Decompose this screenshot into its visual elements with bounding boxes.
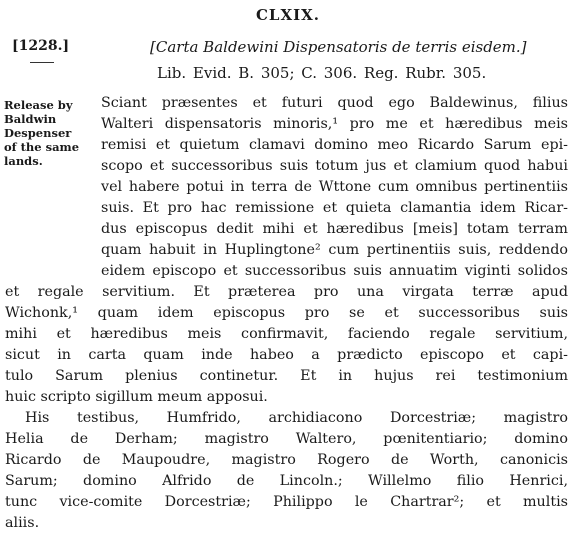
margin-note-line: of the same bbox=[4, 140, 80, 154]
body-line: et regale servitium. Et præterea pro una virgata terræ apud bbox=[5, 284, 568, 300]
body-line: aliis. bbox=[5, 515, 40, 531]
body-line: huic scripto sigillum meum apposui. bbox=[5, 389, 268, 405]
body-line: scopo et successoribus suis totum jus et clamium quod habui bbox=[101, 158, 568, 174]
body-line: Ricardo de Maupoudre, magistro Rogero de Worth, canonicis bbox=[5, 452, 568, 468]
charter-body bbox=[5, 93, 568, 534]
body-line: sicut in carta quam inde habeo a prædicto episcopo et capi- bbox=[5, 347, 568, 363]
body-line: Helia de Derham; magistro Waltero, pœnitentiario; domino bbox=[5, 431, 568, 447]
year-divider bbox=[30, 62, 54, 63]
body-line: eidem episcopo et successoribus suis annuatim viginti solidos bbox=[101, 263, 568, 279]
body-line: His testibus, Humfrido, archidiacono Dorcestriæ; magistro bbox=[25, 410, 568, 426]
body-line: Walteri dispensatoris minoris,¹ pro me et hæredibus meis bbox=[101, 116, 568, 132]
charter-heading: [Carta Baldewini Dispensatoris de terris eisdem.] bbox=[150, 38, 527, 56]
body-line: tulo Sarum plenius continetur. Et in hujus rei testimonium bbox=[5, 368, 568, 384]
body-line: Sarum; domino Alfrido de Lincoln.; Willelmo filio Henrici, bbox=[5, 473, 568, 489]
body-line: Wichonk,¹ quam idem episcopus pro se et successoribus suis bbox=[5, 305, 568, 321]
body-line: tunc vice-comite Dorcestriæ; Philippo le Chartrar²; et multis bbox=[5, 494, 568, 510]
margin-note-line: lands. bbox=[4, 154, 43, 168]
body-line: Sciant præsentes et futuri quod ego Baldewinus, filius bbox=[101, 95, 568, 111]
margin-note-line: Baldwin bbox=[4, 112, 57, 126]
body-line: dus episcopus dedit mihi et hæredibus [meis] totam terram bbox=[101, 221, 568, 237]
margin-note-line: Despenser bbox=[4, 126, 72, 140]
body-line: remisi et quietum clamavi domino meo Ricardo Sarum epi- bbox=[101, 137, 568, 153]
body-line: quam habuit in Huplingtone² cum pertinentiis suis, reddendo bbox=[101, 242, 568, 258]
margin-note-line: Release by bbox=[4, 98, 73, 112]
body-line: suis. Et pro hac remissione et quieta clamantia idem Ricar- bbox=[101, 200, 568, 216]
body-line: mihi et hæredibus meis confirmavit, faciendo regale servitium, bbox=[5, 326, 568, 342]
body-line: vel habere potui in terra de Wttone cum omnibus pertinentiis bbox=[101, 179, 568, 195]
source-references: Lib. Evid. B. 305; C. 306. Reg. Rubr. 305. bbox=[157, 64, 487, 82]
charter-number: CLXIX. bbox=[255, 6, 320, 24]
charter-year: [1228.] bbox=[12, 38, 70, 54]
